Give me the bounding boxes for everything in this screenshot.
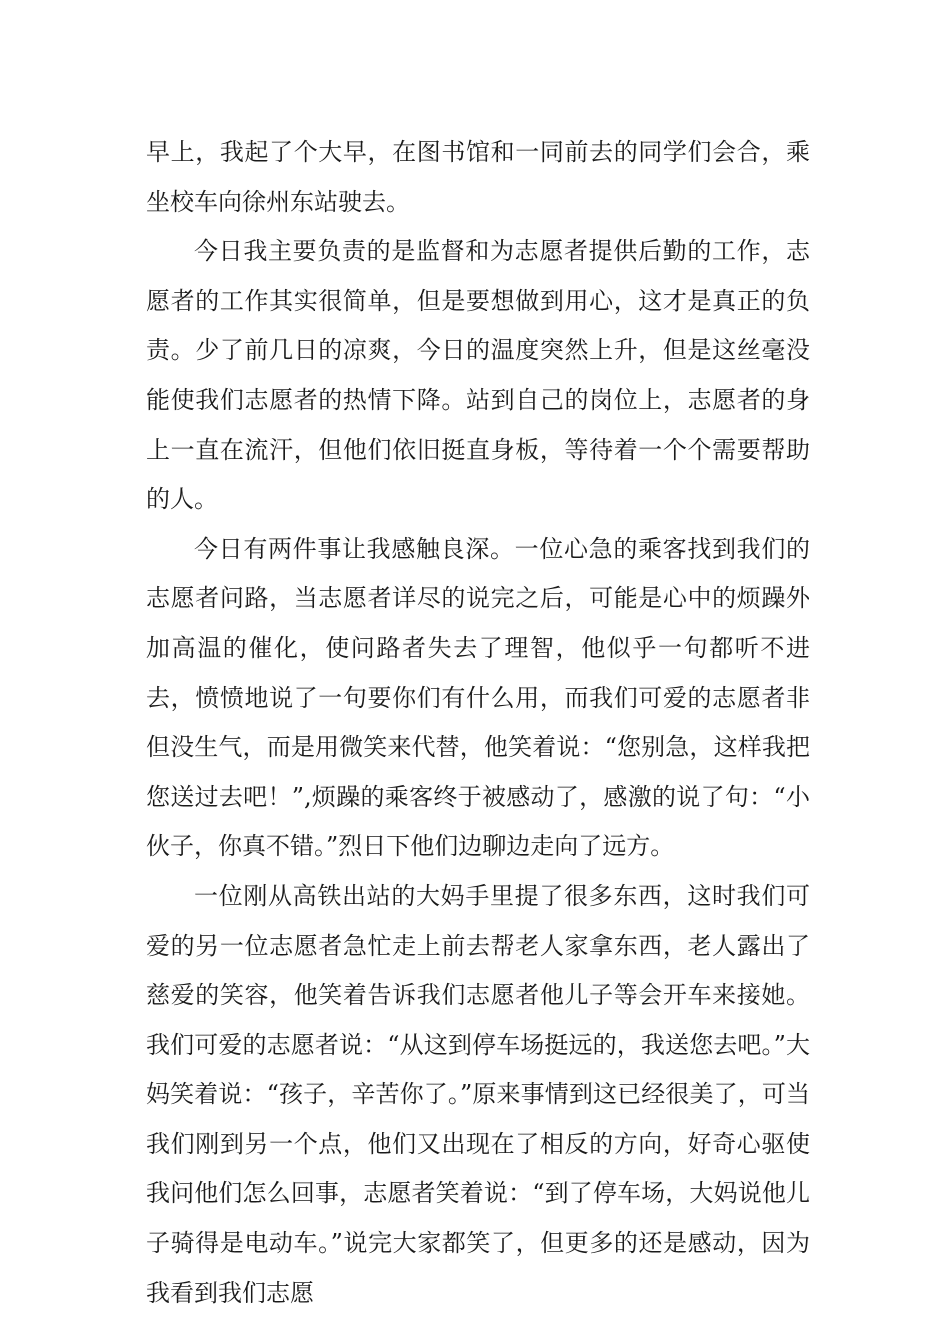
document-body <box>146 128 810 1318</box>
paragraph-3: 今日有两件事让我感触良深。一位心急的乘客找到我们的志愿者问路，当志愿者详尽的说完之后，可能是心中的烦躁外加高温的催化，使问路者失去了理智，他似乎一句都听不进去，愤愤地说了一句要你们有什么用，而我们可爱的志愿者非但没生气，而是用微笑来代替，他笑着说：“您别急，这样我把您送过去吧！”,烦躁的乘客终于被感动了，感激的说了句：“小伙子，你真不错。”烈日下他们边聊边走向了远方。 <box>146 534 810 861</box>
paragraph-4: 一位刚从高铁出站的大妈手里提了很多东西，这时我们可爱的另一位志愿者急忙走上前去帮老人家拿东西，老人露出了慈爱的笑容，他笑着告诉我们志愿者他儿子等会开车来接她。我们可爱的志愿者说：“从这到停车场挺远的，我送您去吧。”大妈笑着说：“孩子，辛苦你了。”原来事情到这已经很美了，可当我们刚到另一个点，他们又出现在了相反的方向，好奇心驱使我问他们怎么回事，志愿者笑着说：“到了停车场，大妈说他儿子骑得是电动车。”说完大家都笑了，但更多的还是感动，因为我看到我们志愿 <box>146 881 810 1307</box>
paragraph-2: 今日我主要负责的是监督和为志愿者提供后勤的工作，志愿者的工作其实很简单，但是要想做到用心，这才是真正的负责。少了前几日的凉爽，今日的温度突然上升，但是这丝毫没能使我们志愿者的热情下降。站到自己的岗位上，志愿者的身上一直在流汗，但他们依旧挺直身板，等待着一个个需要帮助的人。 <box>146 237 810 514</box>
paragraph-1: 早上，我起了个大早，在图书馆和一同前去的同学们会合，乘坐校车向徐州东站驶去。 <box>146 138 810 216</box>
